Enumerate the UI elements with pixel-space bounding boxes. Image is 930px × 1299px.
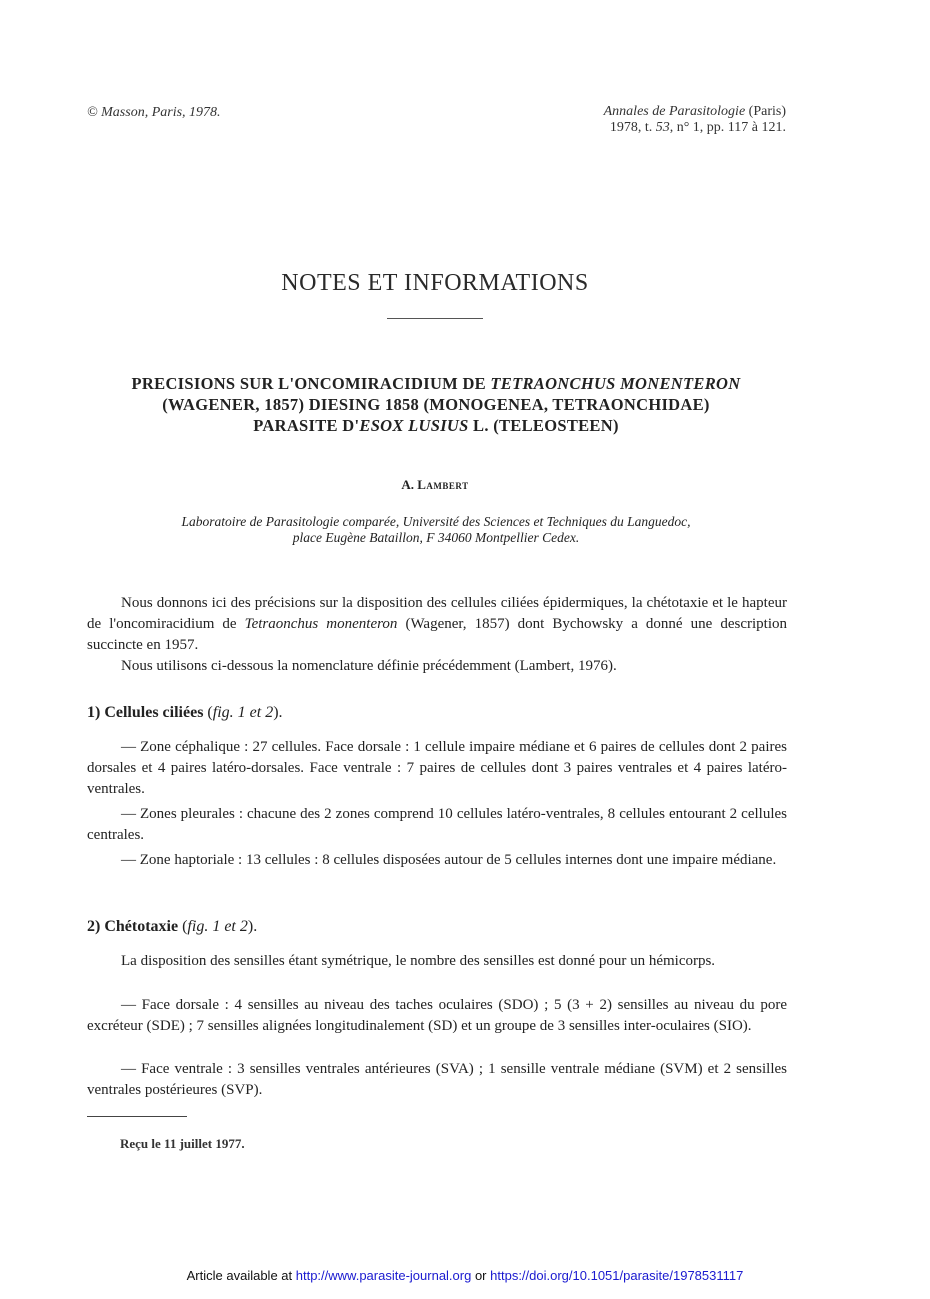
author: [0, 477, 870, 493]
section-1-number: 1): [87, 704, 105, 721]
section-1-title: Cellules ciliées: [104, 704, 204, 721]
section-1-paragraph-1: — Zone céphalique : 27 cellules. Face dorsale : 1 cellule impaire médiane et 6 paires de cellules dont 2 paires dorsales et 4 paires latéro-dorsales. Face ventrale : 7 paires de cellules dont 3 paires ventrales et 4 paires latéro-ventrales.: [87, 739, 787, 797]
citation-pages: , n° 1, pp. 117 à 121.: [669, 120, 786, 135]
section-1-ref-open: (: [203, 704, 213, 721]
author-initial: A.: [401, 477, 418, 492]
intro-paragraph-1: [87, 593, 787, 656]
citation-volume: 53: [655, 120, 670, 135]
section-2-number: 2): [87, 918, 105, 935]
section-1-figure-ref: fig. 1 et 2: [212, 704, 274, 721]
footer-or: or: [471, 1268, 491, 1283]
section-2-paragraph-2: — Face dorsale : 4 sensilles au niveau des taches oculaires (SDO) ; 5 (3 + 2) sensilles au niveau du pore excréteur (SDE) ; 7 sensilles alignées longitudinalement (SD) et un groupe de 3 sensilles inter-oculaires (SIO).: [87, 997, 787, 1034]
section-2-figure-ref: fig. 1 et 2: [187, 918, 248, 935]
footnote-divider: [87, 1116, 187, 1117]
title-line3: PARASITE D': [253, 416, 360, 435]
affiliation-line1: Laboratoire de Parasitologie comparée, Université des Sciences et Techniques du Languedoc,: [181, 514, 691, 529]
section-2-ref-close: ).: [247, 918, 258, 935]
availability-footer: [0, 1268, 930, 1283]
doi-link[interactable]: https://doi.org/10.1051/parasite/1978531117: [490, 1268, 744, 1283]
intro-paragraph-2: Nous utilisons ci-dessous la nomenclature définie précédemment (Lambert, 1976).: [121, 658, 617, 674]
section-2-title: Chétotaxie: [104, 918, 179, 935]
section-1-heading: [87, 702, 787, 723]
affiliation-line2: place Eugène Bataillon, F 34060 Montpellier Cedex.: [292, 530, 580, 545]
intro-text-end: (Wagener, 1857) dont Bychowsky a donné une description succincte en 1957.: [87, 616, 787, 653]
footer-prefix: Article available at: [186, 1268, 296, 1283]
publisher-line: © Masson, Paris, 1978.: [87, 105, 221, 120]
title-line2: (WAGENER, 1857) DIESING 1858 (MONOGENEA, TETRAONCHIDAE): [162, 395, 710, 414]
citation-year: 1978, t.: [609, 120, 656, 135]
received-date: Reçu le 11 juillet 1977.: [120, 1136, 245, 1151]
journal-citation: [560, 104, 786, 136]
section-2-paragraph-3: — Face ventrale : 3 sensilles ventrales antérieures (SVA) ; 1 sensille ventrale médiane (SVM) et 2 sensilles ventrales postérieures (SVP).: [87, 1061, 787, 1098]
title-divider: [387, 318, 483, 319]
title-species: TETRAONCHUS MONENTERON: [490, 374, 741, 393]
article-title: [80, 373, 792, 436]
section-1-ref-close: ).: [273, 704, 283, 721]
title-line3-end: L. (TELEOSTEEN): [468, 416, 619, 435]
section-2-paragraph-1: La disposition des sensilles étant symétrique, le nombre des sensilles est donné pour un hémicorps.: [121, 953, 716, 969]
journal-link[interactable]: http://www.parasite-journal.org: [295, 1268, 472, 1283]
affiliation: [100, 514, 772, 546]
section-1-paragraph-3: — Zone haptoriale : 13 cellules : 8 cellules disposées autour de 5 cellules internes dont une impaire médiane.: [121, 852, 777, 868]
section-2-ref-open: (: [178, 918, 188, 935]
journal-place: (Paris): [745, 104, 786, 119]
section-1-paragraph-2: — Zones pleurales : chacune des 2 zones comprend 10 cellules latéro-ventrales, 8 cellules entourant 2 cellules centrales.: [87, 806, 787, 843]
section-2-heading: [87, 916, 787, 937]
intro-text: Nous donnons ici des précisions sur la disposition des cellules ciliées épidermiques, la chétotaxie et le hapteur de l'oncomiracidium de: [87, 595, 787, 632]
section-title: NOTES ET INFORMATIONS: [281, 270, 589, 296]
author-name: Lambert: [417, 477, 469, 492]
intro-species: Tetraonchus monenteron: [244, 616, 398, 632]
title-line1: PRECISIONS SUR L'ONCOMIRACIDIUM DE: [131, 374, 491, 393]
journal-name: Annales de Parasitologie: [603, 104, 746, 119]
title-host: ESOX LUSIUS: [359, 416, 469, 435]
